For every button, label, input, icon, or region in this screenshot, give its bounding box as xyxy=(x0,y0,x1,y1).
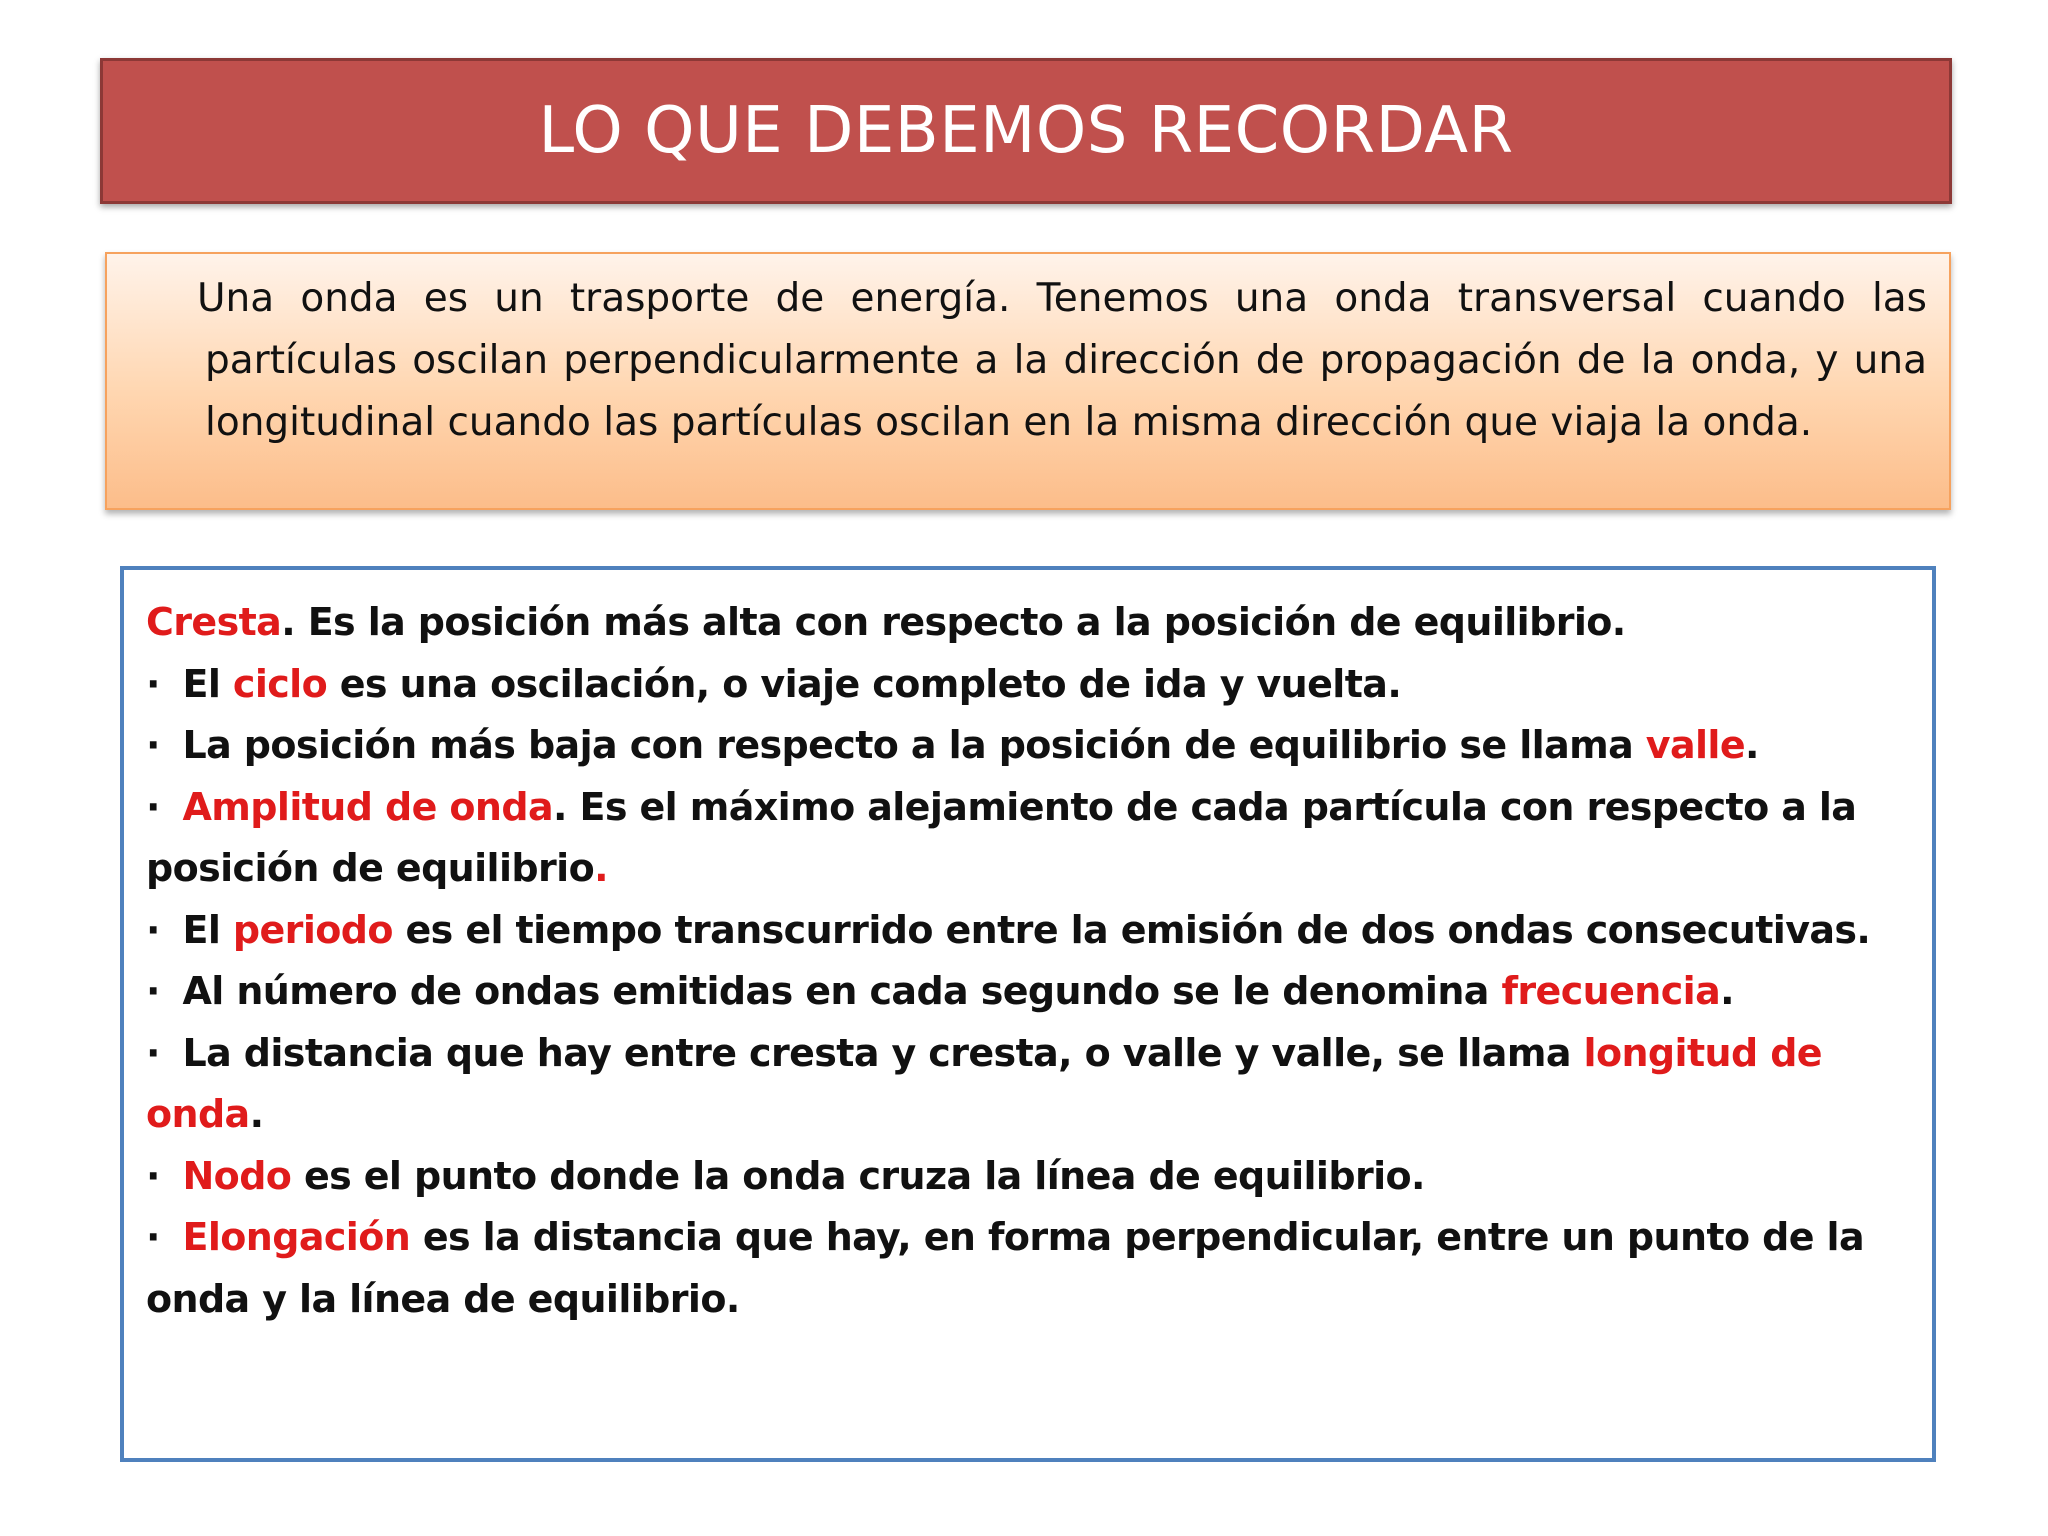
definition-term: Nodo xyxy=(182,1153,292,1198)
definition-text: es una oscilación, o viaje completo de ida y vuelta. xyxy=(327,661,1402,706)
definition-term: Cresta xyxy=(146,600,282,644)
definition-item xyxy=(146,715,1882,777)
definition-pre: La posición más baja con respecto a la posición de equilibrio se llama xyxy=(182,723,1646,767)
definition-bullet: · xyxy=(146,723,160,767)
definition-item xyxy=(146,1207,1882,1330)
intro-box xyxy=(105,252,1951,510)
intro-text: Una onda es un trasporte de energía. Tenemos una onda transversal cuando las partículas oscilan perpendicularmente a la dirección de propagación de la onda, y una longitudinal cuando las partículas oscilan en la misma dirección que viaja la onda. xyxy=(197,276,1927,445)
definition-term: ciclo xyxy=(232,661,328,706)
definition-pre: El xyxy=(182,661,233,706)
definitions-box xyxy=(120,566,1936,1462)
definition-item xyxy=(146,654,1882,716)
page-title: LO QUE DEBEMOS RECORDAR xyxy=(538,94,1514,168)
definition-term-suffix: . xyxy=(594,846,608,890)
definition-bullet: · xyxy=(146,1030,160,1075)
definition-item xyxy=(146,1023,1882,1146)
definition-term: longitud de onda xyxy=(146,1030,1822,1136)
definition-bullet: · xyxy=(146,1153,160,1198)
definition-bullet: · xyxy=(146,969,160,1013)
definition-term: valle xyxy=(1645,723,1746,767)
definitions-list xyxy=(146,592,1882,1330)
definition-term: Elongación xyxy=(182,1215,411,1259)
definition-text: es el punto donde la onda cruza la línea de equilibrio. xyxy=(291,1153,1425,1198)
definition-term: frecuencia xyxy=(1501,969,1721,1013)
definition-item xyxy=(146,1146,1882,1208)
definition-bullet: · xyxy=(146,907,160,952)
definition-text: . xyxy=(1720,969,1734,1013)
definition-term: Amplitud de onda xyxy=(182,784,553,829)
definition-bullet: · xyxy=(146,784,160,829)
definition-item xyxy=(146,961,1882,1023)
definition-pre: El xyxy=(182,907,233,952)
definition-pre: La distancia que hay entre cresta y cresta, o valle y valle, se llama xyxy=(182,1030,1584,1075)
definition-pre: Al número de ondas emitidas en cada segundo se le denomina xyxy=(182,969,1502,1013)
definition-text: . xyxy=(1745,723,1759,767)
title-banner xyxy=(100,58,1952,204)
definition-item xyxy=(146,592,1882,654)
definition-text: . Es el máximo alejamiento de cada partícula con respecto a la posición de equilibrio xyxy=(146,784,1857,890)
definition-text: es el tiempo transcurrido entre la emisión de dos ondas consecutivas. xyxy=(392,907,1871,952)
definition-item xyxy=(146,900,1882,962)
definition-text: es la distancia que hay, en forma perpendicular, entre un punto de la onda y la línea de equilibrio. xyxy=(146,1215,1865,1321)
definition-bullet: · xyxy=(146,1215,160,1259)
definition-bullet: · xyxy=(146,661,160,706)
definition-item xyxy=(146,777,1882,900)
definition-text: . Es la posición más alta con respecto a la posición de equilibrio. xyxy=(281,600,1626,644)
definition-term: periodo xyxy=(232,907,393,952)
definition-text: . xyxy=(249,1092,264,1136)
